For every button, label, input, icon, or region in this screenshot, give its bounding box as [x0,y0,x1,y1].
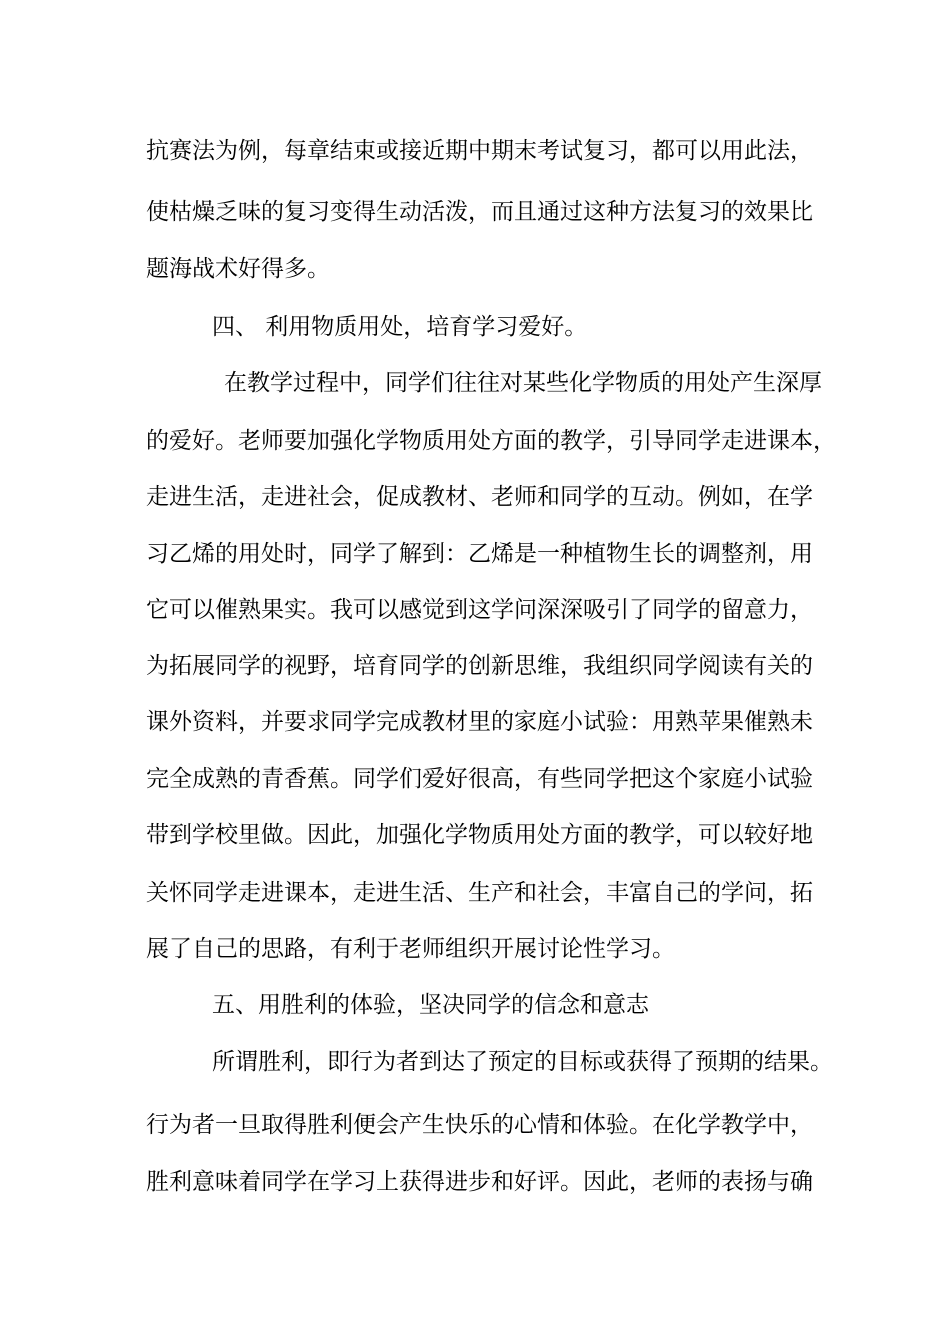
text-line: 使枯燥乏味的复习变得生动活泼，而且通过这种方法复习的效果比 [146,199,813,225]
text-line: 展了自己的思路，有利于老师组织开展讨论性学习。 [146,936,675,962]
text-line: 所谓胜利，即行为者到达了预定的目标或获得了预期的结果。 [212,1049,833,1075]
text-line: 走进生活，走进社会，促成教材、老师和同学的互动。例如，在学 [146,484,813,510]
text-line: 完全成熟的青香蕉。同学们爱好很高，有些同学把这个家庭小试验 [146,766,813,792]
text-line: 课外资料，并要求同学完成教材里的家庭小试验：用熟苹果催熟未 [146,709,813,735]
text-line: 在教学过程中，同学们往往对某些化学物质的用处产生深厚 [224,370,822,396]
text-line: 关怀同学走进课本，走进生活、生产和社会，丰富自己的学问，拓 [146,880,813,906]
text-line: 它可以催熟果实。我可以感觉到这学问深深吸引了同学的留意力， [146,597,813,623]
text-line: 的爱好。老师要加强化学物质用处方面的教学，引导同学走进课本， [146,428,836,454]
text-line: 为拓展同学的视野，培育同学的创新思维，我组织同学阅读有关的 [146,653,813,679]
text-line: 抗赛法为例，每章结束或接近期中期末考试复习，都可以用此法， [146,138,813,164]
text-line: 胜利意味着同学在学习上获得进步和好评。因此，老师的表扬与确 [146,1169,813,1195]
text-line: 题海战术好得多。 [146,256,330,282]
section-heading: 五、用胜利的体验，坚决同学的信念和意志 [212,992,649,1018]
section-heading: 四、 利用物质用处，培育学习爱好。 [212,314,588,340]
text-line: 行为者一旦取得胜利便会产生快乐的心情和体验。在化学教学中， [146,1112,813,1138]
text-line: 习乙烯的用处时，同学了解到：乙烯是一种植物生长的调整剂，用 [146,541,813,567]
text-line: 带到学校里做。因此，加强化学物质用处方面的教学，可以较好地 [146,822,813,848]
